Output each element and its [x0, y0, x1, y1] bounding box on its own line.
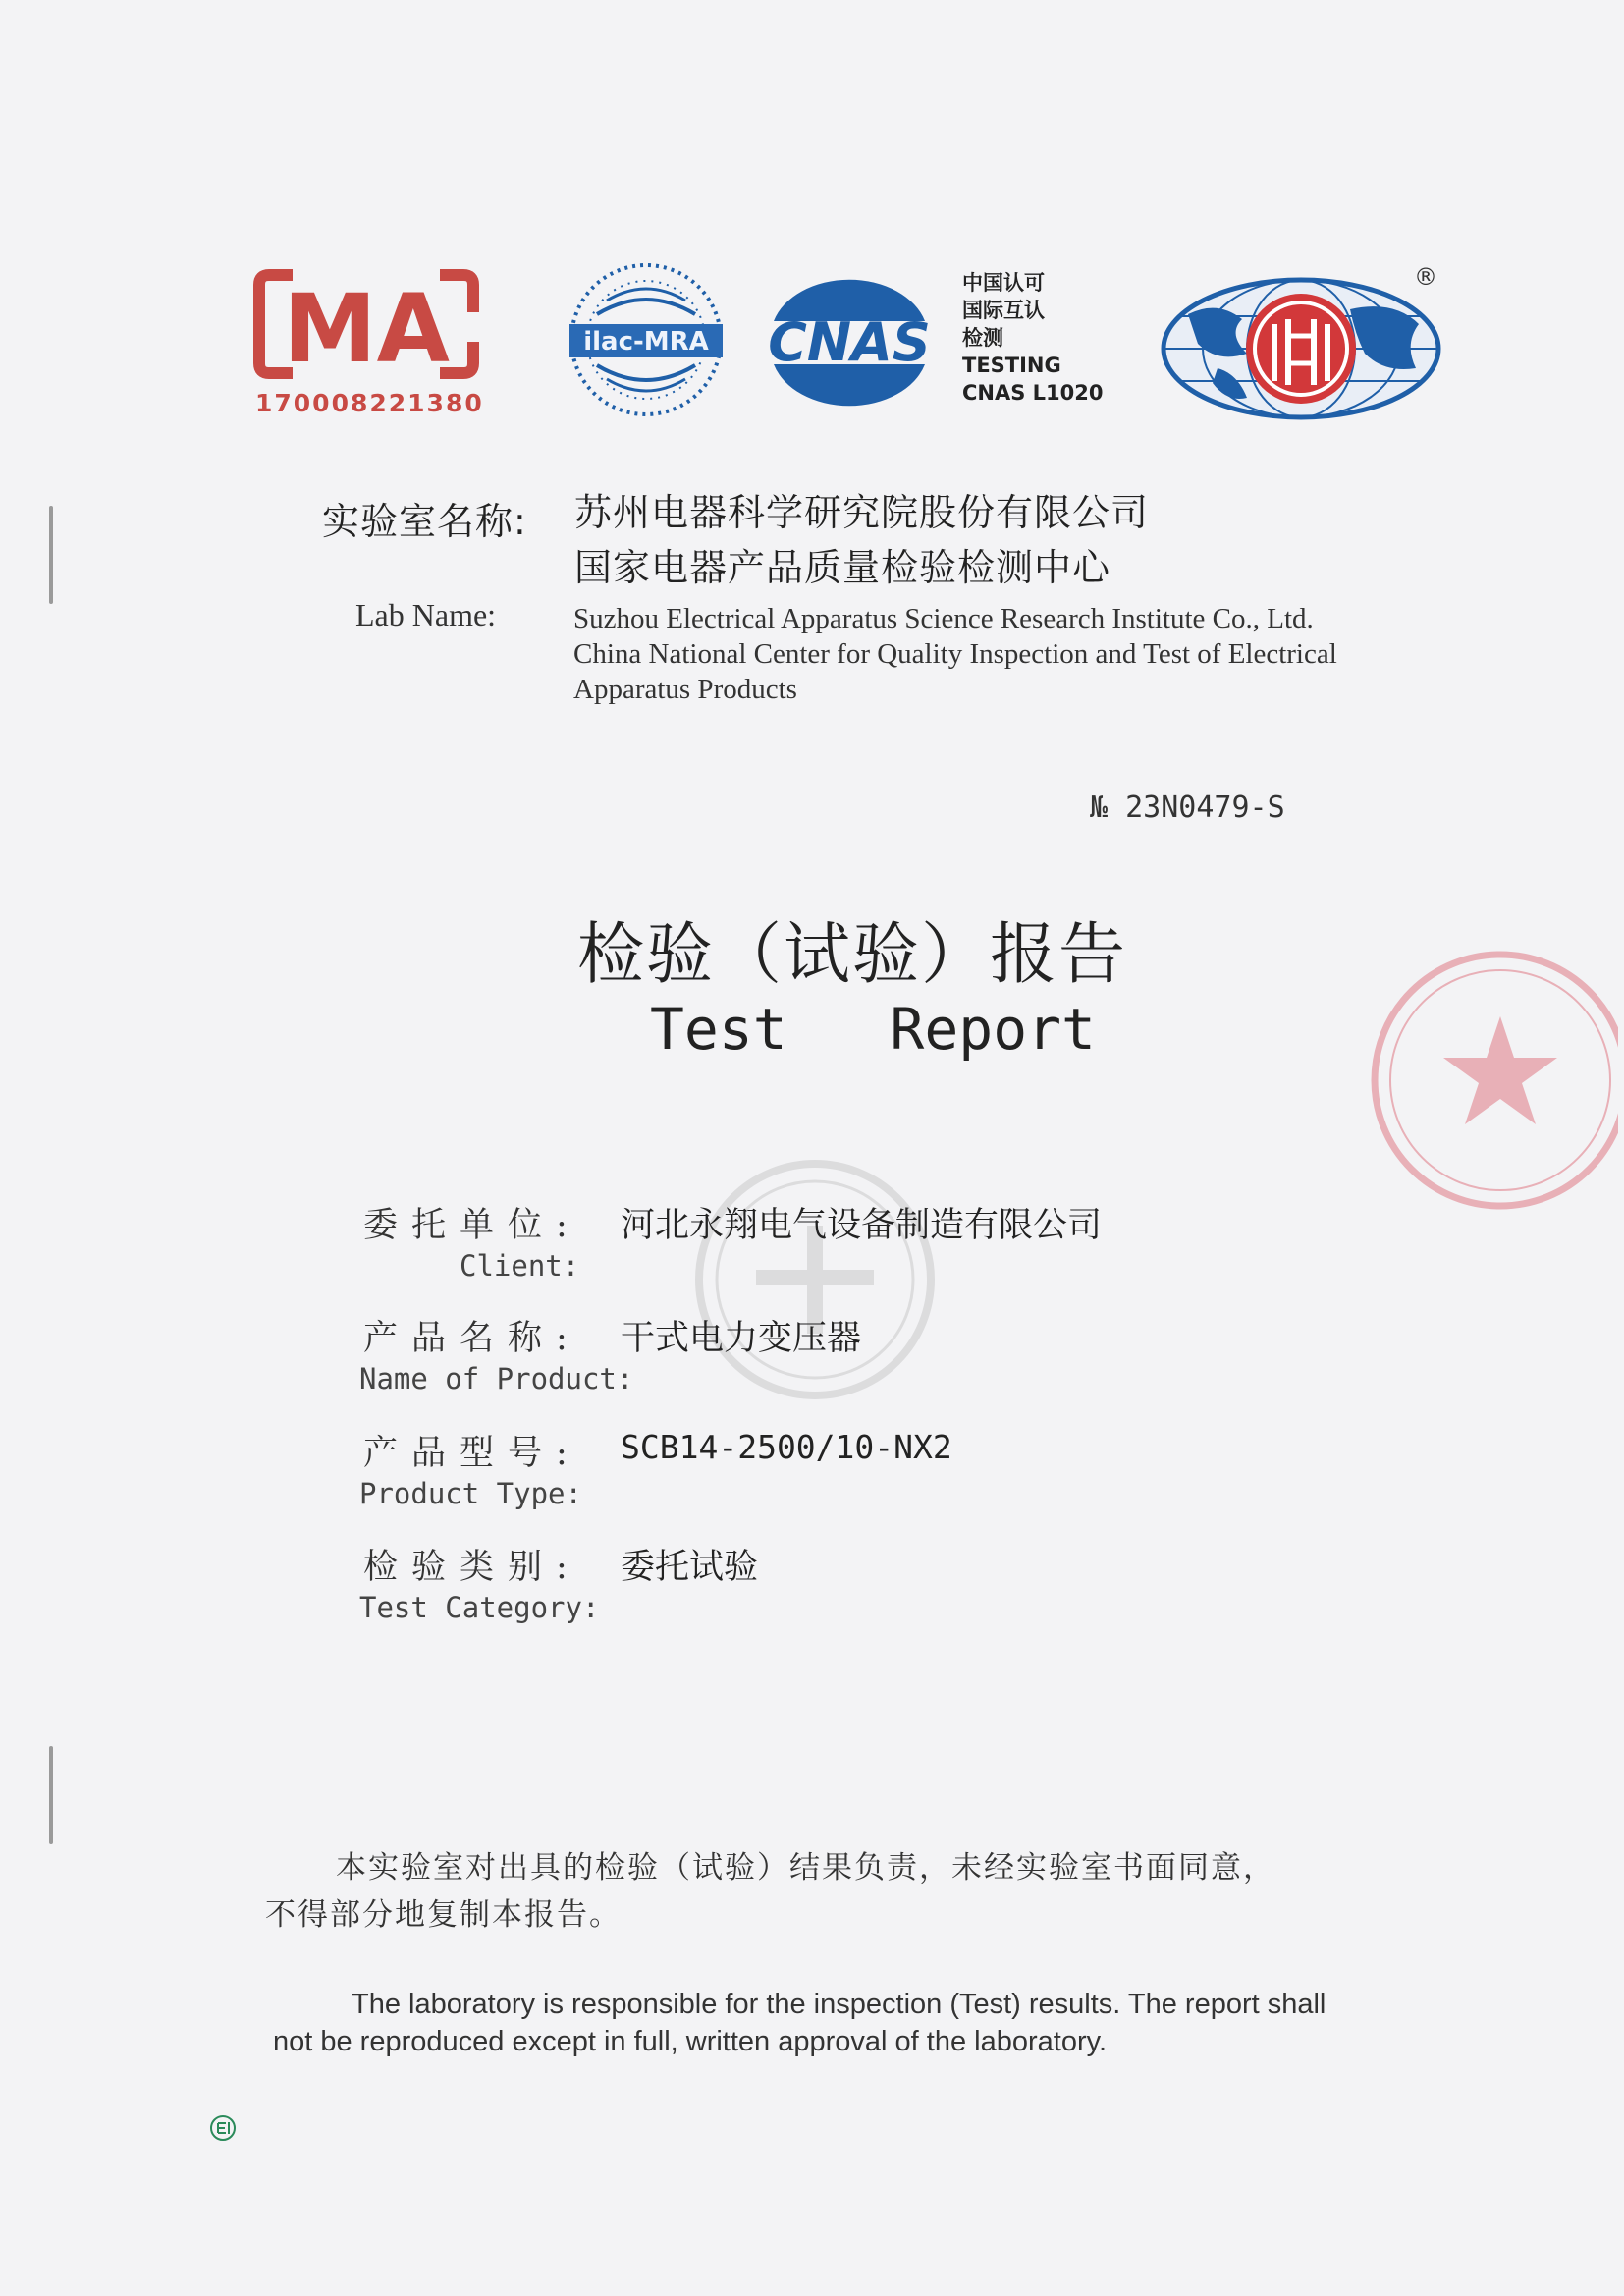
- cnas-text: CNAS: [768, 311, 931, 373]
- cma-emblem-icon: [253, 263, 479, 401]
- lab-name-label-en: Lab Name:: [355, 597, 497, 632]
- cma-number: 170008221380: [255, 389, 484, 417]
- lab-name-en: [573, 601, 1457, 707]
- lab-name-label-cn: 实验室名称:: [322, 500, 527, 543]
- lab-name-cn-line: 苏州电器科学研究院股份有限公司: [574, 491, 1150, 534]
- report-title-cn: 检验（试验）报告: [577, 916, 1128, 994]
- ilac-mra-logo: [568, 257, 725, 422]
- statement-cn: [265, 1844, 1424, 1939]
- field-label-en: Test Category:: [359, 1591, 600, 1624]
- cnas-emblem-icon: [756, 270, 943, 412]
- field-label-en: Name of Product:: [359, 1362, 634, 1395]
- cnas-side-line: CNAS L1020: [962, 381, 1104, 405]
- report-number: № 23N0479-S: [1090, 791, 1285, 825]
- field-value: 河北永翔电气设备制造有限公司: [621, 1206, 1103, 1245]
- cma-letters: MA: [283, 274, 450, 384]
- statement-en-line: not be reproduced except in full, written approval of the laboratory.: [273, 2026, 1108, 2057]
- binding-mark-top: [49, 506, 53, 604]
- lab-name-en-line: Suzhou Electrical Apparatus Science Research Institute Co., Ltd.: [573, 603, 1314, 634]
- field-label-cn: 检验类别:: [363, 1548, 581, 1587]
- statement-cn-line: 本实验室对出具的检验（试验）结果负责，未经实验室书面同意，: [336, 1850, 1275, 1886]
- cnas-logo: [756, 270, 943, 412]
- faint-seal-stamp: [687, 1147, 943, 1412]
- statement-en-line: The laboratory is responsible for the inspection (Test) results. The report shall: [352, 1989, 1326, 2020]
- field-value: 委托试验: [621, 1548, 759, 1587]
- cma-logo: [253, 263, 484, 430]
- seal-stamp-icon: [1353, 938, 1618, 1223]
- lab-name-en-line: China National Center for Quality Inspection and Test of Electrical: [573, 638, 1337, 670]
- cnas-side-line: 检测: [962, 326, 1003, 350]
- globe-logo: [1159, 275, 1443, 422]
- lab-name-cn: [574, 485, 1149, 595]
- field-label-cn: 产品型号:: [363, 1434, 581, 1473]
- ilac-mra-icon: [568, 257, 725, 422]
- registered-mark: ®: [1414, 263, 1437, 291]
- lab-name-en-line: Apparatus Products: [573, 674, 797, 705]
- cnas-side-line: TESTING: [962, 354, 1061, 377]
- report-title-en: Test Report: [650, 996, 1096, 1063]
- field-label-en: Product Type:: [359, 1477, 582, 1510]
- ilac-mra-text: ilac-MRA: [583, 327, 709, 356]
- printer-mark-icon: [208, 2113, 238, 2143]
- field-label-cn: 委托单位:: [363, 1206, 581, 1245]
- field-value: SCB14-2500/10-NX2: [621, 1428, 952, 1466]
- statement-cn-line: 不得部分地复制本报告。: [265, 1897, 622, 1933]
- field-label-cn: 产品名称:: [363, 1319, 581, 1358]
- cnas-side-text: [962, 269, 1104, 407]
- field-value: 干式电力变压器: [621, 1319, 862, 1358]
- lab-name-cn-line: 国家电器产品质量检验检测中心: [574, 546, 1111, 589]
- statement-en: [273, 1986, 1451, 2060]
- binding-mark-bottom: [49, 1746, 53, 1844]
- cnas-side-line: 中国认可: [962, 271, 1045, 295]
- institute-seal-stamp: [1353, 938, 1618, 1223]
- globe-emblem-icon: [1159, 275, 1443, 422]
- faint-seal-icon: [687, 1147, 943, 1412]
- field-label-en: Client:: [460, 1249, 580, 1283]
- cnas-side-line: 国际互认: [962, 299, 1045, 322]
